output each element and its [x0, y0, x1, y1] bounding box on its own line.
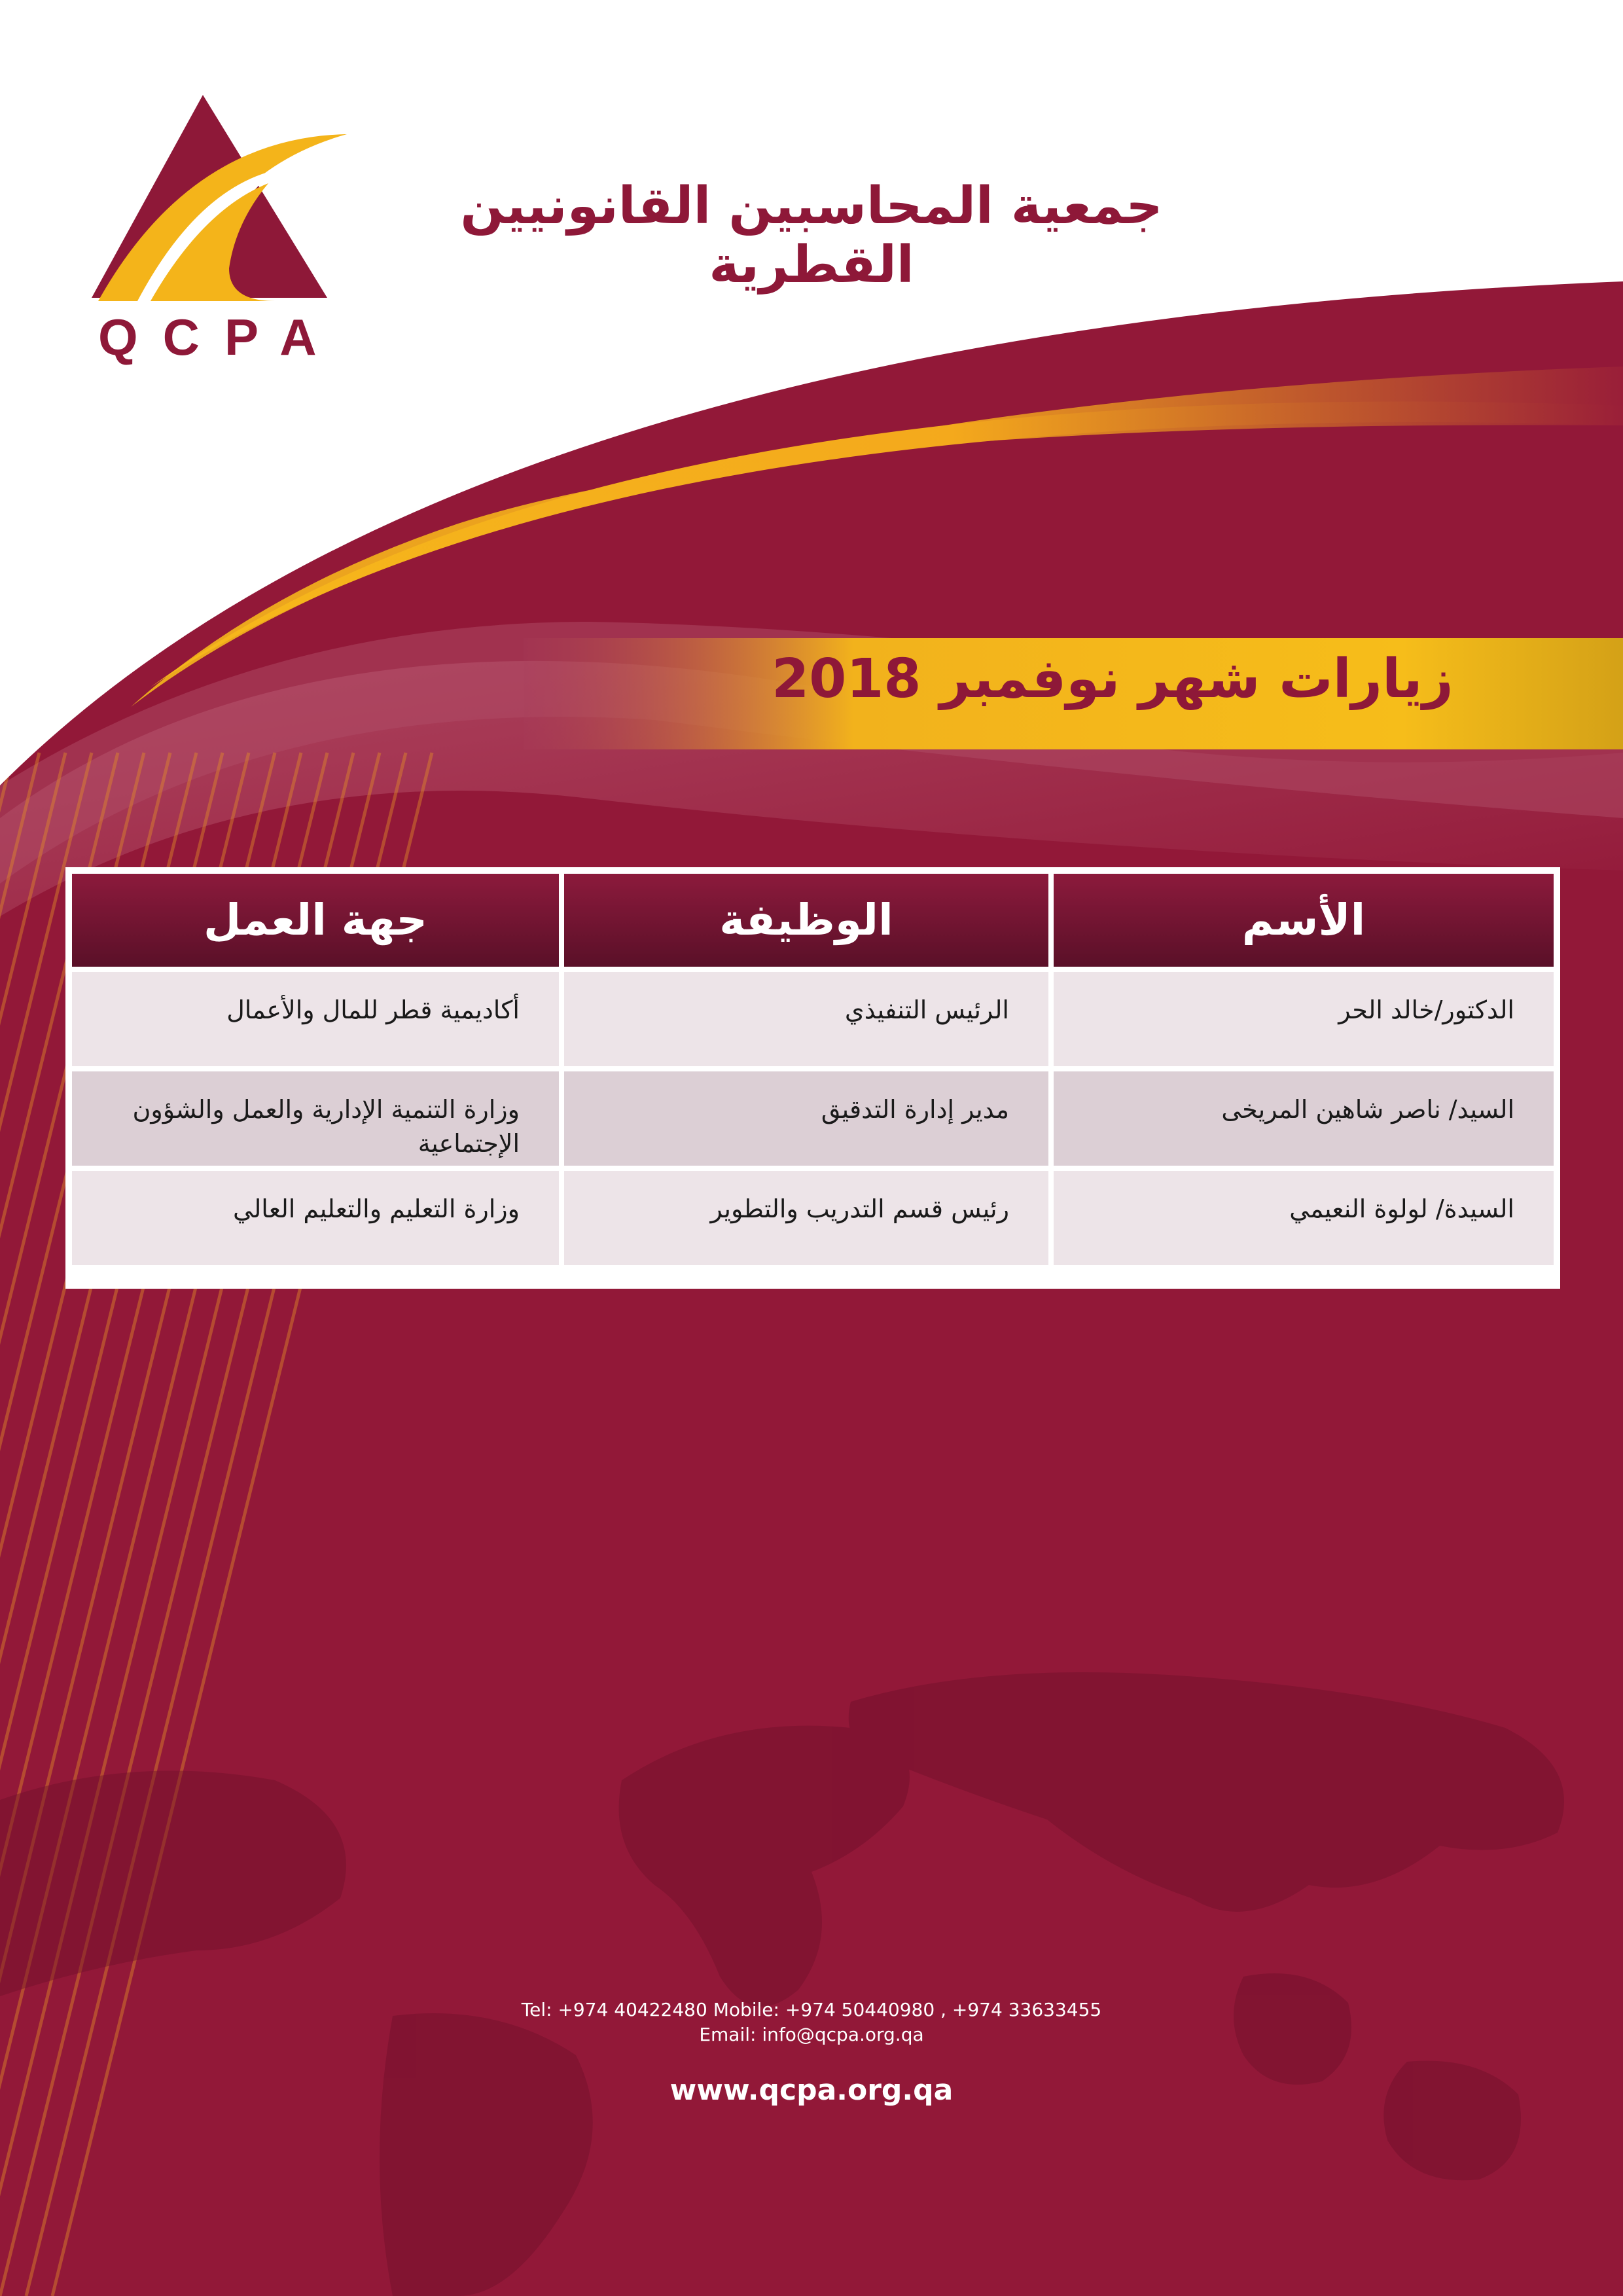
- table-header-position: الوظيفة: [564, 874, 1048, 967]
- organization-name: جمعية المحاسبين القانونيين القطرية: [460, 177, 1163, 295]
- page-title: زيارات شهر نوفمبر 2018: [772, 648, 1454, 710]
- table-cell-employer: وزارة التعليم والتعليم العالي: [72, 1171, 559, 1265]
- visits-table: [65, 867, 1560, 1289]
- table-cell-name: الدكتور/خالد الحر: [1054, 972, 1554, 1066]
- footer-contact: [419, 1998, 1204, 2047]
- table-cell-employer: وزارة التنمية الإدارية والعمل والشؤون الإجتماعية: [72, 1071, 559, 1166]
- table-cell-position: مدير إدارة التدقيق: [564, 1071, 1048, 1166]
- table-header-employer: جهة العمل: [72, 874, 559, 967]
- footer-website-link[interactable]: www.qcpa.org.qa: [669, 2073, 954, 2107]
- table-cell-employer: أكاديمية قطر للمال والأعمال: [72, 972, 559, 1066]
- table-cell-position: رئيس قسم التدريب والتطوير: [564, 1171, 1048, 1265]
- table-cell-name: السيدة/ لولوة النعيمي: [1054, 1171, 1554, 1265]
- logo-text: QCPA: [98, 308, 342, 366]
- table-header-name: الأسم: [1054, 874, 1554, 967]
- footer-phone: Tel: +974 40422480 Mobile: +974 50440980 , +974 33633455: [521, 1999, 1102, 2020]
- table-cell-position: الرئيس التنفيذي: [564, 972, 1048, 1066]
- table-cell-name: السيد/ ناصر شاهين المريخى: [1054, 1071, 1554, 1166]
- footer-email[interactable]: Email: info@qcpa.org.qa: [699, 2024, 924, 2045]
